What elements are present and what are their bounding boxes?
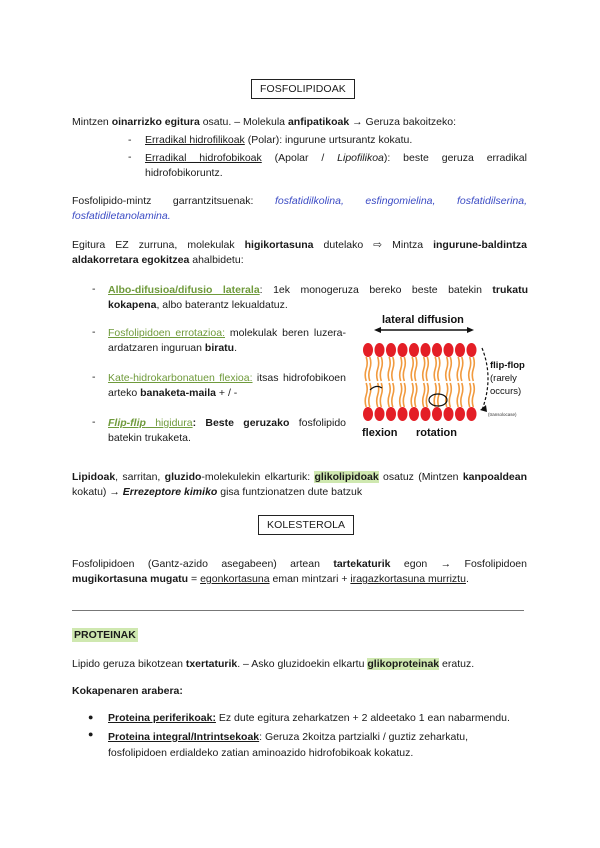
lipid-head (421, 343, 431, 357)
t: Lipidoak (72, 471, 116, 483)
lipid-tail (457, 357, 459, 381)
t: Fosfolipidoen (Gantz-azido asegabeen) artean (72, 558, 334, 570)
lipid-head (432, 343, 442, 357)
lipid-head (375, 407, 385, 421)
dash (128, 134, 132, 146)
protein-integral (108, 729, 528, 761)
lipid-tail (449, 357, 451, 381)
t: oinarrizko egitura (111, 116, 200, 128)
t: eman mintzari + (269, 573, 351, 585)
t: itsas hidrofobikoen arteko (108, 372, 346, 399)
section-title-fosfolipidoak (251, 79, 355, 99)
lipid-tail (400, 383, 402, 407)
t: higikortasuna (244, 239, 314, 251)
t: ingurune-baldintza aldakorretara egokitzea (72, 239, 527, 266)
t: : Geruza 2koitza partzialki / guztiz zeharkatu, fosfolipidoen erdialdeko zatian aminoazido hidrofobikoak kokatuz. (108, 731, 469, 759)
lipid-tail (400, 357, 402, 381)
bullet-flipflop (108, 416, 346, 446)
title-text: FOSFOLIPIDOAK (260, 83, 346, 95)
lipid-tail (472, 383, 474, 407)
t: → Geruza bakoitzeko: (349, 116, 457, 128)
lipid-tail (423, 357, 425, 381)
t: Mintzen (72, 116, 112, 128)
lipid-tail (403, 383, 405, 407)
dash (92, 283, 96, 295)
t: glikoproteinak (367, 658, 440, 670)
phospholipid-layer (363, 343, 477, 421)
lipid-tail (380, 357, 382, 381)
t: kokatu) → (72, 486, 123, 498)
t: Lipido geruza bikotzean (72, 658, 186, 670)
dash-char: - (92, 326, 96, 338)
t: dutelako ⇨ Mintza (313, 239, 434, 251)
t: Ez dute egitura zeharkatzen + 2 aldeetako 1 ean nabarmendu. (215, 712, 510, 724)
lipid-head (467, 343, 477, 357)
lipid-head (444, 407, 454, 421)
rotation-label: rotation (416, 427, 457, 439)
t: eratuz. (439, 658, 475, 670)
t: higidura (145, 417, 193, 429)
lipid-head (455, 343, 465, 357)
lipid-tail (369, 383, 371, 407)
lipids-text (72, 470, 527, 500)
t: . (465, 573, 469, 585)
lipid-tail (392, 357, 394, 381)
dash-char: - (128, 151, 132, 163)
polar-item (145, 134, 525, 146)
lipid-tail (457, 383, 459, 407)
section-title-kolesterola (258, 515, 354, 535)
lipid-tail (388, 383, 390, 407)
dash (92, 371, 96, 383)
bullet-rotation (108, 326, 346, 356)
t: osatuz (Mintzen (378, 471, 463, 483)
lipid-head (432, 407, 442, 421)
t: molekulak beren luzera-ardatzaren inguruan (108, 327, 346, 354)
lipid-tail (369, 357, 371, 381)
t: egon → Fosfolipidoen (390, 558, 527, 570)
lipid-head (386, 343, 396, 357)
lipid-head (444, 343, 454, 357)
t: banaketa-maila (140, 387, 216, 399)
membrane-diagram (360, 308, 532, 444)
t: kanpoaldean (462, 471, 527, 483)
t: txertaturik (185, 658, 238, 670)
dash (128, 151, 132, 163)
t: Fosfolipido-mintz garrantzitsuenak: (72, 195, 275, 207)
bullet-dot (88, 712, 93, 722)
t: Flip-flip (108, 417, 146, 429)
t: iragazkortasuna murriztu (350, 573, 466, 585)
lipid-head (398, 343, 408, 357)
t: trukatu kokapena (108, 284, 528, 311)
t: Kokapenaren arabera: (72, 685, 183, 697)
t: (Apolar / (261, 152, 338, 164)
placement-heading (72, 685, 183, 697)
lipid-tail (388, 357, 390, 381)
lipid-tail (434, 357, 436, 381)
t: Lipofilikoa (337, 152, 384, 164)
flipflop-arrow (482, 348, 488, 410)
lipid-tail (438, 383, 440, 407)
t: ahalbidetu: (189, 254, 244, 266)
lipid-head (409, 343, 419, 357)
t: = (188, 573, 201, 585)
lipid-tail (392, 383, 394, 407)
protein-peripheral (108, 712, 528, 724)
t: Erradikal hidrofobikoak (145, 152, 262, 164)
lipid-tail (365, 357, 367, 381)
t: Erradikal hidrofilikoak (145, 134, 245, 146)
t: Proteina integral/Intrintsekoak (108, 731, 260, 743)
lipid-tail (377, 357, 379, 381)
t: Fosfolipidoen errotazioa: (108, 327, 225, 339)
t: : 1ek monogeruza bereko beste batekin (259, 284, 493, 296)
title-text: PROTEINAK (74, 629, 136, 641)
lipid-head (386, 407, 396, 421)
title-text: KOLESTEROLA (267, 519, 346, 531)
bullet-char: ● (88, 712, 94, 722)
t: egonkortasuna (200, 573, 270, 585)
t: : Beste geruzako (192, 417, 290, 429)
dash-char: - (92, 416, 96, 428)
t: (Polar): ingurune urtsurantz kokatu. (244, 134, 413, 146)
section-title-proteinak (72, 628, 138, 642)
t: . (234, 342, 237, 354)
lipid-tail (415, 357, 417, 381)
lipid-head (398, 407, 408, 421)
lipid-tail (411, 383, 413, 407)
lipid-tail (426, 383, 428, 407)
lipid-tail (411, 357, 413, 381)
lateral-diffusion-label: lateral diffusion (382, 314, 464, 326)
lipid-tail (472, 357, 474, 381)
t: biratu (204, 342, 235, 354)
flexion-arrow (370, 386, 382, 390)
flexion-label: flexion (362, 427, 398, 439)
t: anfipatikoak (287, 116, 350, 128)
lipid-tail (426, 357, 428, 381)
kolesterola-text (72, 557, 527, 587)
fosfo-intro (72, 116, 532, 128)
lipid-tail (469, 383, 471, 407)
bullet-dot (88, 729, 93, 739)
lipid-head (363, 343, 373, 357)
dash (92, 326, 96, 338)
flipflop-label: flip-flop (490, 360, 525, 371)
t: gisa funtzionatzen dute batzuk (217, 486, 363, 498)
lipid-tail (461, 383, 463, 407)
arrow-left-head (374, 327, 381, 333)
t: Kate-hidrokarbonatuen flexioa: (108, 372, 253, 384)
lipid-tail (415, 383, 417, 407)
lipid-head (455, 407, 465, 421)
t: mugikortasuna mugatu (72, 573, 189, 585)
proteinak-intro (72, 658, 527, 670)
lipid-tail (403, 357, 405, 381)
rarely-label: (rarely (490, 373, 517, 384)
lipid-tail (449, 383, 451, 407)
lipid-head (375, 343, 385, 357)
divider (72, 610, 524, 611)
dash-char: - (128, 134, 132, 146)
bullet-flexion (108, 371, 346, 401)
t: , albo baterantz lekualdatuz. (156, 299, 288, 311)
t: tartekaturik (333, 558, 391, 570)
t: ): beste geruza erradikal hidrofobikoruntz. (145, 152, 527, 179)
lipid-tail (423, 383, 425, 407)
lipid-head (409, 407, 419, 421)
bullet-char: ● (88, 729, 94, 739)
lipid-head (363, 407, 373, 421)
t: -molekulekin elkarturik: (201, 471, 315, 483)
t: Albo-difusioa/difusio laterala (108, 284, 260, 296)
transolocase-label: (transolocase) (488, 412, 517, 417)
flipflop-arrow-head (480, 405, 487, 412)
t: Egitura EZ zurruna, molekulak (72, 239, 245, 251)
dash (92, 416, 96, 428)
apolar-item (145, 151, 527, 181)
dash-char: - (92, 283, 96, 295)
t: glikolipidoak (314, 471, 379, 483)
lipid-tail (446, 357, 448, 381)
lipid-tail (469, 357, 471, 381)
important-phospholipids (72, 194, 527, 224)
t: gluzido (164, 471, 202, 483)
dash-char: - (92, 371, 96, 383)
lipid-head (467, 407, 477, 421)
t: . – Asko gluzidoekin elkartu (237, 658, 368, 670)
t: fosfatidilkolina, esfingomielina, fosfatidilserina, fosfatidiletanolamina. (72, 195, 527, 222)
lipid-head (421, 407, 431, 421)
t: , sarritan, (115, 471, 165, 483)
lipid-tail (438, 357, 440, 381)
t: fosfolipido batekin trukaketa. (108, 417, 346, 444)
lipid-tail (365, 383, 367, 407)
t: Errezeptore kimiko (122, 486, 218, 498)
lipid-tail (461, 357, 463, 381)
occurs-label: occurs) (490, 386, 522, 397)
t: + / - (215, 387, 238, 399)
t: Proteina periferikoak: (108, 712, 216, 724)
arrow-right-head (467, 327, 474, 333)
structure-text (72, 238, 527, 268)
t: osatu. – Molekula (199, 116, 288, 128)
